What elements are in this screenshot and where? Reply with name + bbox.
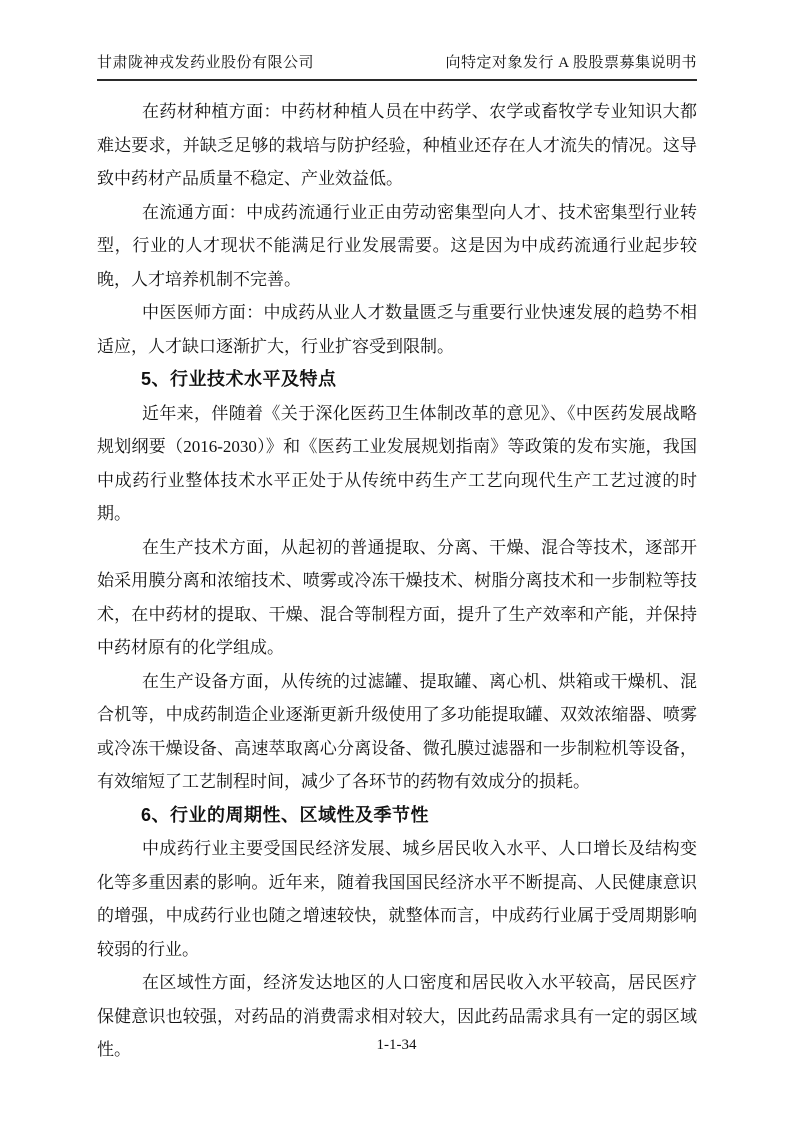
paragraph-industry-planting: 在药材种植方面：中药材种植人员在中药学、农学或畜牧学专业知识大都难达要求，并缺乏足够的栽培与防护经验，种植业还存在人才流失的情况。这导致中药材产品质量不稳定、产业效益低。 <box>97 102 697 188</box>
page-footer <box>0 1037 793 1054</box>
paragraph-cyclicality: 中成药行业主要受国民经济发展、城乡居民收入水平、人口增长及结构变化等多重因素的影响。近年来，随着我国国民经济水平不断提高、人民健康意识的增强，中成药行业也随之增速较快，就整体而言，中成药行业属于受周期影响较弱的行业。 <box>97 839 697 959</box>
paragraph-production-technology: 在生产技术方面，从起初的普通提取、分离、干燥、混合等技术，逐部开始采用膜分离和浓缩技术、喷雾或冷冻干燥技术、树脂分离技术和一步制粒等技术，在中药材的提取、干燥、混合等制程方面，提升了生产效率和产能，并保持中药材原有的化学组成。 <box>97 537 697 657</box>
paragraph-production-equipment: 在生产设备方面，从传统的过滤罐、提取罐、离心机、烘箱或干燥机、混合机等，中成药制造企业逐渐更新升级使用了多功能提取罐、双效浓缩器、喷雾或冷冻干燥设备、高速萃取离心分离设备、微孔膜过滤器和一步制粒机等设备，有效缩短了工艺制程时间，减少了各环节的药物有效成分的损耗。 <box>97 671 697 791</box>
section-heading-5: 5、行业技术水平及特点 <box>141 369 337 389</box>
page-number: 1-1-34 <box>376 1037 417 1053</box>
paragraph-circulation: 在流通方面：中成药流通行业正由劳动密集型向人才、技术密集型行业转型，行业的人才现状不能满足行业发展需要。这是因为中成药流通行业起步较晚，人才培养机制不完善。 <box>97 202 697 289</box>
header-document-title: 向特定对象发行 A 股股票募集说明书 <box>445 55 697 71</box>
page-header <box>97 51 697 81</box>
paragraph-tcm-physicians: 中医医师方面：中成药从业人才数量匮乏与重要行业快速发展的趋势不相适应，人才缺口逐渐扩大，行业扩容受到限制。 <box>97 303 697 356</box>
paragraph-regionality: 在区域性方面，经济发达地区的人口密度和居民收入水平较高，居民医疗保健意识也较强，对药品的消费需求相对较大，因此药品需求具有一定的弱区域性。 <box>97 973 697 1059</box>
document-body <box>97 95 697 1067</box>
header-company-name: 甘肃陇神戎发药业股份有限公司 <box>97 55 315 71</box>
paragraph-policy-background: 近年来，伴随着《关于深化医药卫生体制改革的意见》、《中医药发展战略规划纲要（2016-2030）》和《医药工业发展规划指南》等政策的发布实施，我国中成药行业整体技术水平正处于从传统中药生产工艺向现代生产工艺过渡的时期。 <box>97 403 697 523</box>
section-heading-6: 6、行业的周期性、区域性及季节性 <box>141 804 430 825</box>
